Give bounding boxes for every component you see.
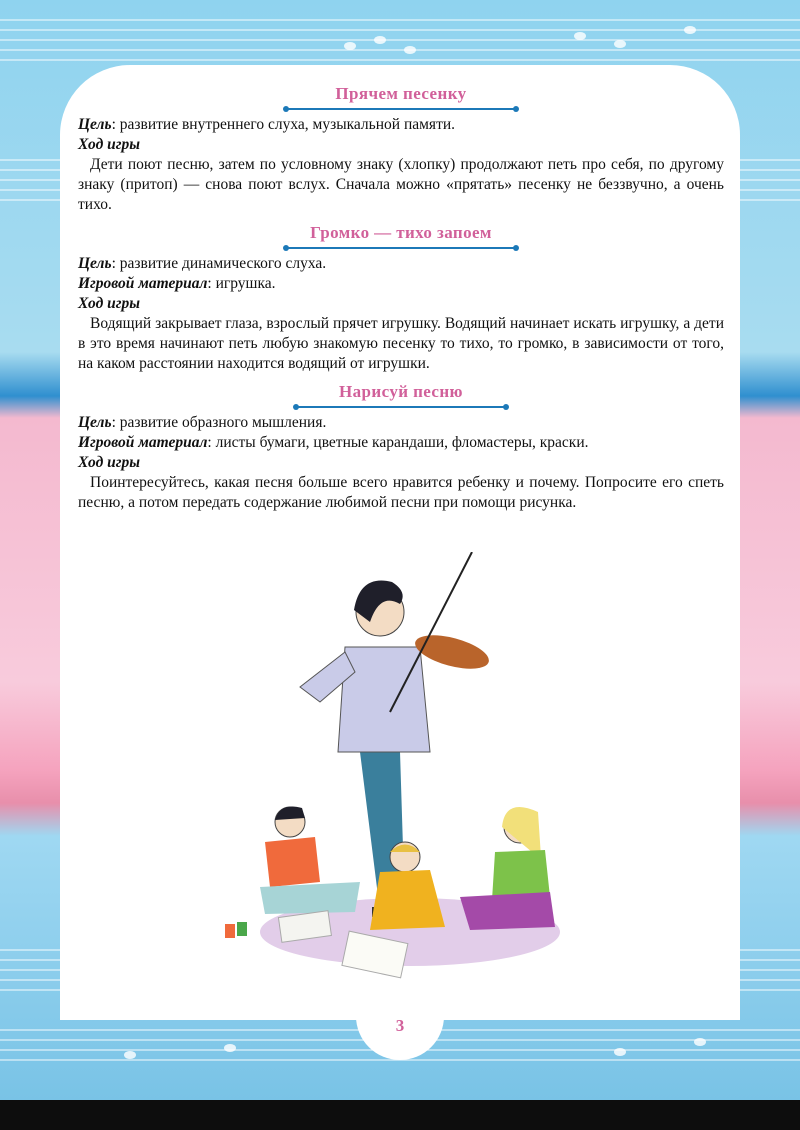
underline-dot xyxy=(513,245,519,251)
goal-text: : развитие внутреннего слуха, музыкальной памяти. xyxy=(111,116,456,133)
goal-label: Цель xyxy=(78,255,112,272)
material-label: Игровой материал xyxy=(78,434,208,451)
underline-dot xyxy=(283,245,289,251)
illustration-violinist-children xyxy=(220,552,580,982)
underline-dot xyxy=(513,106,519,112)
page-number: 3 xyxy=(395,1016,405,1035)
title-underline xyxy=(286,247,516,249)
goal-line xyxy=(78,254,724,274)
section-text: Дети поют песню, затем по условному знаку (хлопку) продолжают петь про себя, по другому знаку (притоп) — снова поют вслух. Сначала можно «прятать» песенку не беззвучно, а очень тихо. xyxy=(78,156,724,213)
material-line xyxy=(78,433,724,453)
goal-label: Цель xyxy=(78,414,112,431)
material-label: Игровой материал xyxy=(78,275,208,292)
underline-dot xyxy=(283,106,289,112)
underline-dot xyxy=(503,404,509,410)
goal-text: : развитие динамического слуха. xyxy=(111,255,327,272)
page-content xyxy=(78,84,724,521)
material-text: : игрушка. xyxy=(207,275,276,292)
progress-label: Ход игры xyxy=(78,136,140,153)
section-loud-quiet xyxy=(78,223,724,374)
section-draw-song xyxy=(78,382,724,513)
material-text: : листы бумаги, цветные карандаши, фломастеры, краски. xyxy=(207,434,589,451)
section-title-text: Громко — тихо запоем xyxy=(310,223,492,242)
title-underline xyxy=(286,108,516,110)
section-title-text: Нарисуй песню xyxy=(339,382,463,401)
goal-label: Цель xyxy=(78,116,112,133)
section-hide-song xyxy=(78,84,724,215)
section-title xyxy=(78,223,724,245)
section-title-text: Прячем песенку xyxy=(335,84,467,103)
material-line xyxy=(78,274,724,294)
goal-line xyxy=(78,115,724,135)
section-text: Поинтересуйтесь, какая песня больше всего нравится ребенку и почему. Попросите его спеть песню, а потом передать содержание любимой песни при помощи рисунка. xyxy=(78,474,724,511)
progress-label: Ход игры xyxy=(78,295,140,312)
section-text: Водящий закрывает глаза, взрослый прячет игрушку. Водящий начинает искать игрушку, а дети в это время начинают петь любую знакомую песенку то тихо, то громко, в зависимости от того, на каком расстоянии находится водящий от игрушки. xyxy=(78,315,724,372)
goal-text: : развитие образного мышления. xyxy=(111,414,327,431)
underline-dot xyxy=(293,404,299,410)
goal-line xyxy=(78,413,724,433)
section-title xyxy=(78,84,724,106)
child-girl-right xyxy=(460,807,555,930)
paint-jar xyxy=(237,922,247,936)
section-title xyxy=(78,382,724,404)
progress-label: Ход игры xyxy=(78,454,140,471)
paint-jar xyxy=(225,924,235,938)
title-underline xyxy=(296,406,506,408)
